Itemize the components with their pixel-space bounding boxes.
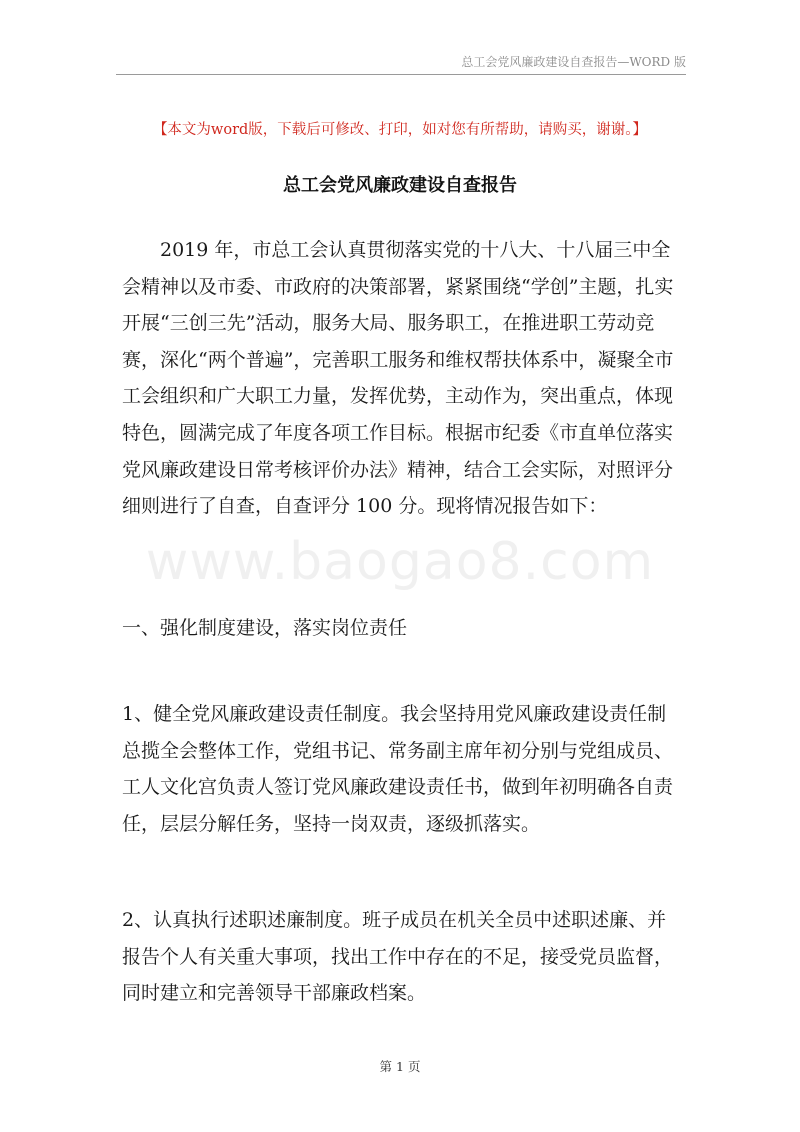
header-title: 总工会党风廉政建设自查报告—WORD 版 (461, 55, 686, 69)
intro-paragraph: 2019 年，市总工会认真贯彻落实党的十八大、十八届三中全会精神以及市委、市政府的决策部署，紧紧围绕“学创”主题，扎实开展“三创三先”活动，服务大局、服务职工，在推进职工劳动竞赛，深化“两个普遍”，完善职工服务和维权帮扶体系中，凝聚全市工会组织和广大职工力量，发挥优势，主动作为，突出重点，体现特色，圆满完成了年度各项工作目标。根据市纪委《市直单位落实党风廉政建设日常考核评价办法》精神，结合工会实际，对照评分细则进行了自查，自查评分 100 分。现将情况报告如下： (122, 239, 674, 518)
section-heading: 一、强化制度建设，落实岗位责任 (122, 617, 408, 639)
item-paragraph-1: 1、健全党风廉政建设责任制度。我会坚持用党风廉政建设责任制总揽全会整体工作，党组书记、常务副主席年初分别与党组成员、工人文化宫负责人签订党风廉政建设责任书，做到年初明确各自责任，层层分解任务，坚持一岗双责，逐级抓落实。 (122, 703, 674, 835)
page-header (116, 54, 686, 75)
site-watermark: www.baogao8.com (145, 532, 655, 592)
purchase-notice: 【本文为word版，下载后可修改、打印，如对您有所帮助，请购买，谢谢。】 (152, 122, 648, 138)
page-number: 第 1 页 (379, 1059, 421, 1074)
item-paragraph-2: 2、认真执行述职述廉制度。班子成员在机关全员中述职述廉、并报告个人有关重大事项，找出工作中存在的不足，接受党员监督，同时建立和完善领导干部廉政档案。 (122, 909, 674, 1005)
document-title: 总工会党风廉政建设自查报告 (283, 175, 517, 196)
